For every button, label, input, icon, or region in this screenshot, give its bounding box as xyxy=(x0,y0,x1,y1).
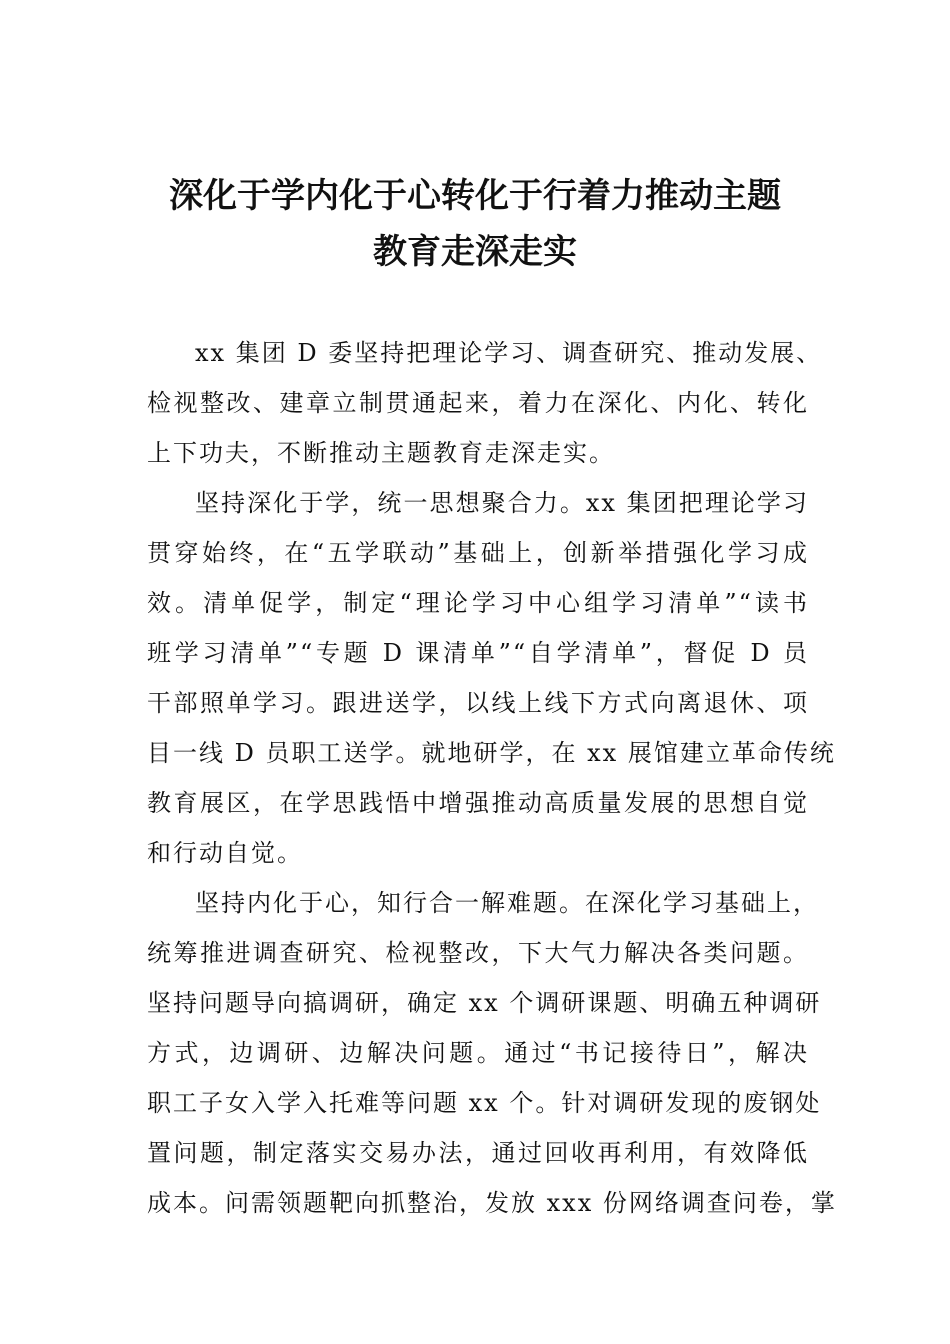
paragraph-line: 上下功夫，不断推动主题教育走深走实。 xyxy=(147,439,615,467)
paragraph-line: 干部照单学习。跟进送学，以线上线下方式向离退休、项 xyxy=(147,689,809,717)
title-line-2: 教育走深走实 xyxy=(373,232,577,272)
paragraph-line: xx 集团 D 委坚持把理论学习、调查研究、推动发展、 xyxy=(195,339,823,367)
paragraph-1 xyxy=(147,328,823,478)
paragraph-line: 坚持问题导向搞调研，确定 xx 个调研课题、明确五种调研 xyxy=(147,989,822,1017)
paragraph-line: 坚持深化于学，统一思想聚合力。xx 集团把理论学习 xyxy=(195,489,809,517)
paragraph-line: 贯穿始终，在“五学联动”基础上，创新举措强化学习成 xyxy=(147,539,809,567)
paragraph-line: 统筹推进调查研究、检视整改，下大气力解决各类问题。 xyxy=(147,939,809,967)
title-line-1: 深化于学内化于心转化于行着力推动主题 xyxy=(169,176,781,216)
document-title xyxy=(120,168,830,280)
paragraph-line: 目一线 D 员职工送学。就地研学，在 xx 展馆建立革命传统 xyxy=(147,739,836,767)
paragraph-line: 检视整改、建章立制贯通起来，着力在深化、内化、转化 xyxy=(147,389,809,417)
paragraph-line: 成本。问需领题靶向抓整治，发放 xxx 份网络调查问卷，掌 xyxy=(147,1189,837,1217)
paragraph-line: 效。清单促学，制定“理论学习中心组学习清单”“读书 xyxy=(147,589,809,617)
paragraph-3 xyxy=(147,878,837,1228)
paragraph-line: 教育展区，在学思践悟中增强推动高质量发展的思想自觉 xyxy=(147,789,809,817)
paragraph-2 xyxy=(147,478,836,878)
paragraph-line: 职工子女入学入托难等问题 xx 个。针对调研发现的废钢处 xyxy=(147,1089,822,1117)
paragraph-line: 班学习清单”“专题 D 课清单”“自学清单”，督促 D 员 xyxy=(147,639,809,667)
paragraph-line: 置问题，制定落实交易办法，通过回收再利用，有效降低 xyxy=(147,1139,809,1167)
paragraph-line: 和行动自觉。 xyxy=(147,839,303,867)
paragraph-line: 坚持内化于心，知行合一解难题。在深化学习基础上， xyxy=(195,889,819,917)
paragraph-line: 方式，边调研、边解决问题。通过“书记接待日”，解决 xyxy=(147,1039,809,1067)
document-body xyxy=(147,328,837,1228)
